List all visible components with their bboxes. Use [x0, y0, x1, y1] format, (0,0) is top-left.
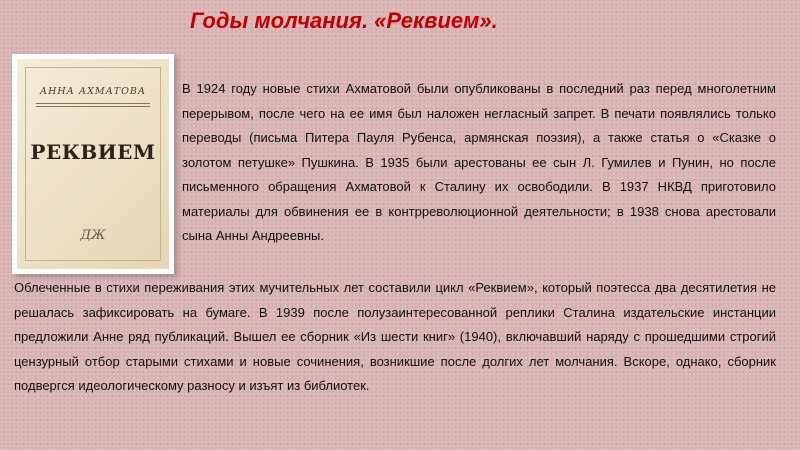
paragraph-1: В 1924 году новые стихи Ахматовой были опубликованы в последний раз перед многолетним перерывом, после чего на ее имя был наложен негласный запрет. В печати появлялись только переводы (письма Питера Пауля Рубенса, армянская поэзия), а также статья о «Сказке о золотом петушке» Пушкина. В 1935 были арестованы ее сын Л. Гумилев и Пунин, но после письменного обращения Ахматовой к Сталину их освободили. В 1937 НКВД приготовило материалы для обвинения ее в контрреволюционной деятельности; в 1938 снова арестовали сына Анны Андреевны.: [182, 81, 776, 243]
slide-title: Годы молчания. «Реквием».: [190, 8, 498, 33]
book-cover-rule: [36, 106, 150, 107]
book-cover-border: [25, 67, 161, 261]
book-cover-title: РЕКВИЕМ: [30, 140, 156, 164]
book-cover-author: АННА АХМАТОВА: [39, 86, 147, 97]
book-cover-rule: [36, 103, 150, 104]
book-cover-image: [17, 59, 169, 269]
paragraph-2: Облеченные в стихи переживания этих мучительных лет составили цикл «Реквием», который поэтесса два десятилетия не решалась зафиксировать на бумаге. В 1939 после полузаинтересованной реплики Сталина издательские инстанции предложили Анне ряд публикаций. Вышел ее сборник «Из шести книг» (1940), включавший наряду с прошедшими строгий цензурный отбор старыми стихами и новые сочинения, возникшие после долгих лет молчания. Вскоре, однако, сборник подвергся идеологическому разносу и изъят из библиотек.: [14, 280, 776, 393]
book-cover-emblem: ДЖ: [80, 228, 106, 243]
